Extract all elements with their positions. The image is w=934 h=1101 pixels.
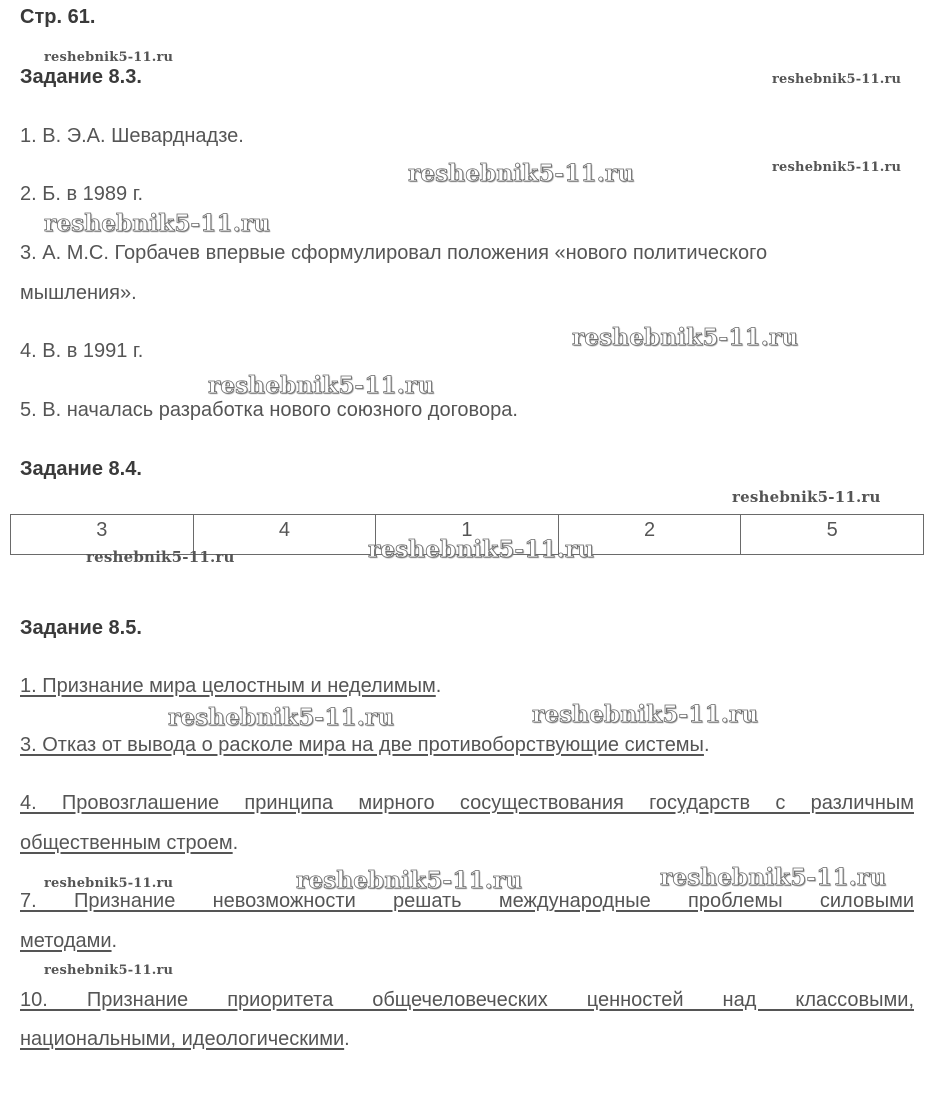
task-8-5-answer-7-line-2 bbox=[20, 921, 914, 961]
watermark: reshebnik5-11.ru bbox=[44, 876, 174, 891]
task-8-4-title: Задание 8.4. bbox=[20, 458, 142, 480]
watermark: reshebnik5-11.ru bbox=[168, 704, 395, 731]
watermark: reshebnik5-11.ru bbox=[660, 864, 887, 891]
watermark: reshebnik5-11.ru bbox=[732, 488, 881, 506]
table-cell: 4 bbox=[193, 515, 376, 555]
task-8-3-title: Задание 8.3. bbox=[20, 66, 142, 88]
task-8-5-answer-1 bbox=[20, 666, 914, 706]
task-8-5-answer-10-line-2 bbox=[20, 1019, 914, 1059]
watermark: reshebnik5-11.ru bbox=[44, 963, 174, 978]
watermark: reshebnik5-11.ru bbox=[86, 548, 235, 566]
watermark: reshebnik5-11.ru bbox=[44, 50, 174, 65]
answer-end: . bbox=[232, 832, 239, 854]
answer-text: 7. Признание невозможности решать международные проблемы силовыми bbox=[20, 890, 914, 912]
task-8-3-answer-2: 2. Б. в 1989 г. bbox=[20, 183, 144, 205]
watermark: reshebnik5-11.ru bbox=[296, 867, 523, 894]
answer-text: 3. Отказ от вывода о расколе мира на две противоборствующие системы bbox=[20, 734, 704, 756]
watermark: reshebnik5-11.ru bbox=[44, 210, 271, 237]
task-8-3-answer-5: 5. В. началась разработка нового союзного договора. bbox=[20, 399, 518, 421]
task-8-5-answer-3 bbox=[20, 725, 914, 765]
answer-end: . bbox=[344, 1028, 350, 1050]
task-8-5-answer-10-line-1 bbox=[20, 980, 914, 1020]
task-8-5-title: Задание 8.5. bbox=[20, 617, 142, 639]
watermark: reshebnik5-11.ru bbox=[572, 324, 799, 351]
task-8-3-answer-3: 3. А. М.С. Горбачев впервые сформулировал положения «нового политического bbox=[20, 242, 768, 264]
task-8-3-answer-1: 1. В. Э.А. Шеварднадзе. bbox=[20, 125, 244, 147]
answer-text: 4. Провозглашение принципа мирного сосуществования государств с различным bbox=[20, 792, 914, 814]
table-cell: 2 bbox=[558, 515, 741, 555]
task-8-3-answer-4: 4. В. в 1991 г. bbox=[20, 340, 144, 362]
watermark: reshebnik5-11.ru bbox=[772, 160, 902, 175]
answer-text: национальными, идеологическими bbox=[20, 1028, 345, 1050]
table-cell: 5 bbox=[741, 515, 924, 555]
watermark: reshebnik5-11.ru bbox=[408, 160, 635, 187]
answer-end: . bbox=[435, 675, 442, 697]
answer-text: 10. Признание приоритета общечеловеческих ценностей над классовыми, bbox=[20, 989, 914, 1011]
task-8-3-answer-3-cont: мышления». bbox=[20, 282, 137, 304]
table-cell: 1 bbox=[376, 515, 559, 555]
table-cell: 3 bbox=[11, 515, 194, 555]
watermark: reshebnik5-11.ru bbox=[208, 372, 435, 399]
answer-text: общественным строем bbox=[20, 832, 233, 854]
page-number: Стр. 61. bbox=[20, 6, 96, 28]
task-8-5-answer-4-line-2 bbox=[20, 823, 914, 863]
task-8-5-answer-4-line-1 bbox=[20, 783, 914, 823]
watermark: reshebnik5-11.ru bbox=[532, 701, 759, 728]
answer-text: 1. Признание мира целостным и неделимым bbox=[20, 675, 436, 697]
answer-end: . bbox=[111, 930, 118, 952]
watermark: reshebnik5-11.ru bbox=[772, 72, 902, 87]
answer-text: методами bbox=[20, 930, 112, 952]
answer-end: . bbox=[703, 734, 710, 756]
watermark: reshebnik5-11.ru bbox=[368, 536, 595, 563]
